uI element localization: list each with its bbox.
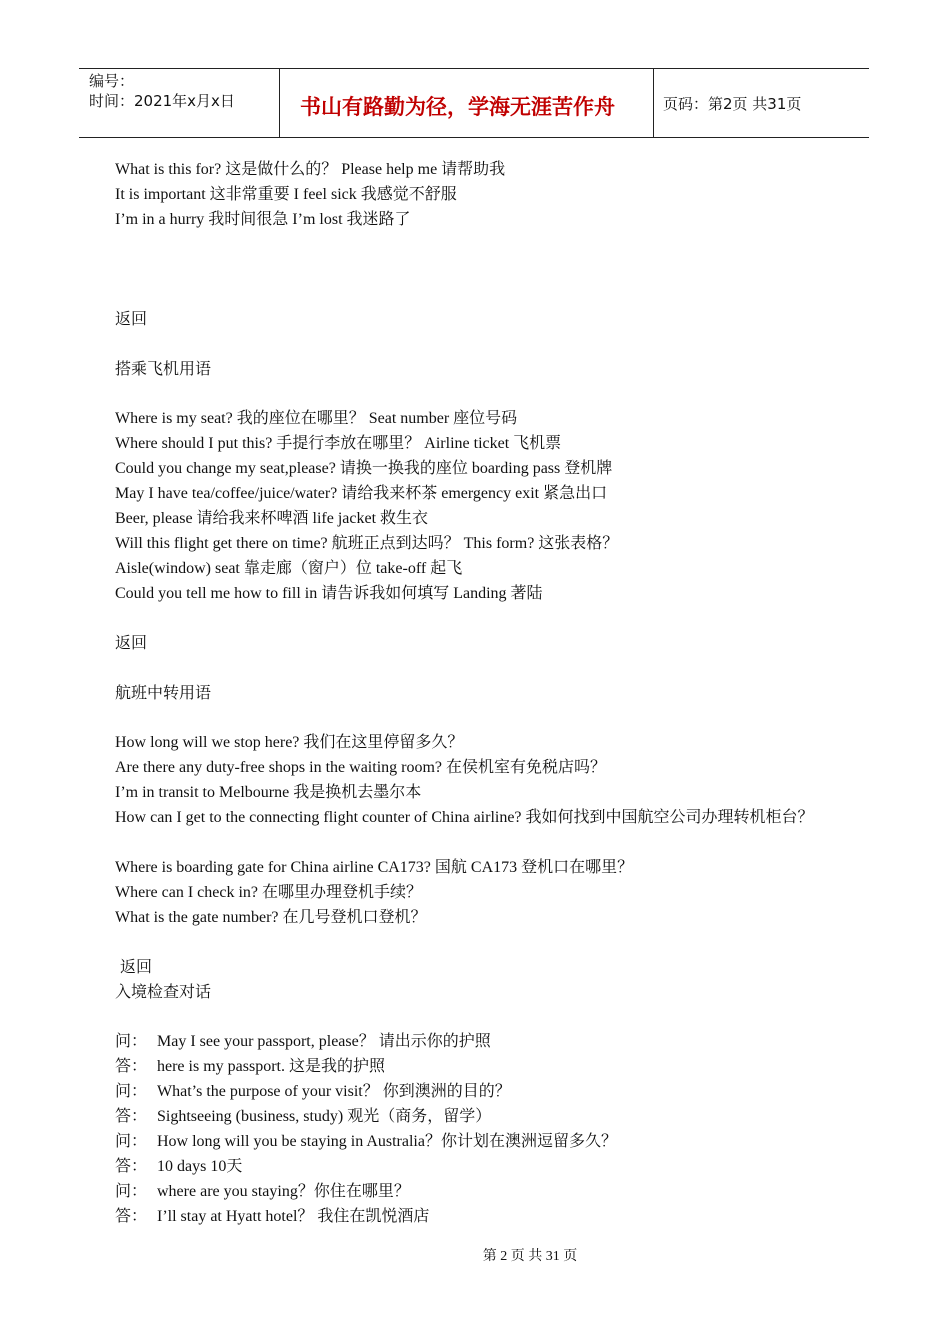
dialog-text: What’s the purpose of your visit？ 你到澳洲的目的？ [157, 1083, 511, 1100]
dialog-text: here is my passport. 这是我的护照 [157, 1058, 385, 1075]
dialog-line [115, 1207, 429, 1227]
back-link[interactable]: 返回 [120, 959, 153, 976]
dialog-text: Sightseeing (business, study) 观光（商务，留学） [157, 1108, 492, 1125]
text-line: Where is boarding gate for China airline CA173? 国航 CA173 登机口在哪里？ [115, 859, 634, 876]
dialog-line [115, 1107, 491, 1127]
dialog-line [115, 1057, 385, 1077]
back-link[interactable]: 返回 [115, 635, 148, 652]
text-line: Will this flight get there on time? 航班正点到达吗？ This form? 这张表格？ [115, 535, 619, 552]
dialog-line [115, 1132, 617, 1152]
section-title: 搭乘飞机用语 [115, 361, 212, 378]
header-page-cell [654, 69, 869, 137]
dialog-tag: 答： [115, 1208, 148, 1225]
text-line: Could you tell me how to fill in 请告诉我如何填写 Landing 著陆 [115, 585, 543, 602]
header-meta-cell [79, 69, 280, 137]
section-title: 入境检查对话 [115, 984, 212, 1001]
text-line: How long will we stop here? 我们在这里停留多久？ [115, 734, 464, 751]
text-line: Where is my seat? 我的座位在哪里？ Seat number 座位号码 [115, 410, 518, 427]
text-line: May I have tea/coffee/juice/water? 请给我来杯茶 emergency exit 紧急出口 [115, 485, 608, 502]
text-line: Where should I put this? 手提行李放在哪里？ Airline ticket 飞机票 [115, 435, 562, 452]
header-motto: 书山有路勤为径，学海无涯苦作舟 [300, 95, 615, 119]
text-line: How can I get to the connecting flight counter of China airline? 我如何找到中国航空公司办理转机柜台？ [115, 809, 814, 826]
text-line: Where can I check in? 在哪里办理登机手续？ [115, 884, 423, 901]
dialog-tag: 答： [115, 1108, 148, 1125]
dialog-tag: 答： [115, 1158, 148, 1175]
text-line: Aisle(window) seat 靠走廊（窗户）位 take-off 起飞 [115, 560, 463, 577]
dialog-line [115, 1157, 242, 1177]
dialog-text: May I see your passport, please？ 请出示你的护照 [157, 1033, 491, 1050]
section-title: 航班中转用语 [115, 685, 212, 702]
header-page-info: 页码：第2页 共31页 [663, 95, 802, 113]
dialog-text: 10 days 10天 [157, 1158, 243, 1175]
text-line: Are there any duty-free shops in the waiting room? 在侯机室有免税店吗？ [115, 759, 607, 776]
text-line: It is important 这非常重要 I feel sick 我感觉不舒服 [115, 186, 457, 203]
text-line: What is this for? 这是做什么的？ Please help me 请帮助我 [115, 161, 506, 178]
page-footer: 第 2 页 共 31 页 [482, 1249, 578, 1264]
dialog-tag: 答： [115, 1058, 148, 1075]
dialog-text: How long will you be staying in Australia？你计划在澳洲逗留多久？ [157, 1133, 617, 1150]
document-date-label: 时间：2021年x月x日 [89, 92, 235, 110]
dialog-tag: 问： [115, 1033, 148, 1050]
document-number-label: 编号： [89, 72, 135, 90]
dialog-text: where are you staying？你住在哪里？ [157, 1183, 410, 1200]
back-link[interactable]: 返回 [115, 311, 148, 328]
dialog-line [115, 1032, 491, 1052]
dialog-line [115, 1082, 511, 1102]
page-header [79, 68, 869, 138]
dialog-tag: 问： [115, 1083, 148, 1100]
text-line: I’m in transit to Melbourne 我是换机去墨尔本 [115, 784, 422, 801]
dialog-tag: 问： [115, 1183, 148, 1200]
text-line: What is the gate number? 在几号登机口登机？ [115, 909, 427, 926]
text-line: I’m in a hurry 我时间很急 I’m lost 我迷路了 [115, 211, 411, 228]
dialog-tag: 问： [115, 1133, 148, 1150]
dialog-line [115, 1182, 410, 1202]
header-motto-cell [280, 69, 654, 137]
text-line: Beer, please 请给我来杯啤酒 life jacket 救生衣 [115, 510, 429, 527]
text-line: Could you change my seat,please? 请换一换我的座位 boarding pass 登机牌 [115, 460, 613, 477]
dialog-text: I’ll stay at Hyatt hotel？ 我住在凯悦酒店 [157, 1208, 430, 1225]
